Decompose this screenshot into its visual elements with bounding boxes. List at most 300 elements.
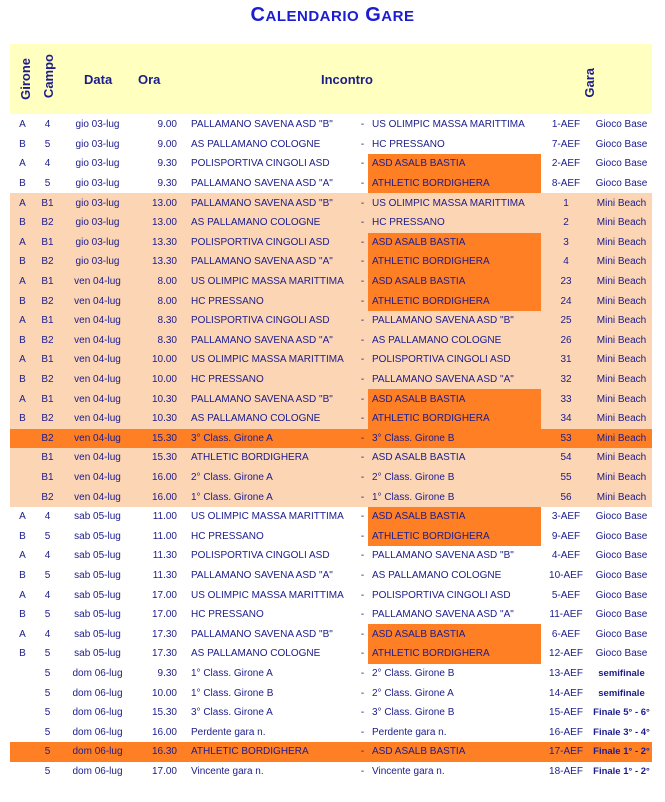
cell-num: 56 bbox=[541, 487, 591, 507]
cell-num: 3 bbox=[541, 233, 591, 253]
cell-home: 1° Class. Girone A bbox=[191, 667, 273, 679]
cell-ora: 13.30 bbox=[135, 252, 187, 272]
cell-away: 1° Class. Girone B bbox=[368, 487, 541, 507]
cell-home: POLISPORTIVA CINGOLI ASD bbox=[187, 311, 357, 331]
cell-gara: Mini Beach bbox=[591, 409, 652, 429]
cell-campo: 4 bbox=[44, 628, 51, 640]
cell-gara: Gioco Base bbox=[595, 589, 648, 601]
cell-girone: B bbox=[10, 370, 35, 390]
cell-data: ven 04-lug bbox=[60, 448, 135, 468]
cell-home: HC PRESSANO bbox=[187, 370, 357, 390]
cell-ora: 17.30 bbox=[151, 628, 177, 640]
cell-data: gio 03-lug bbox=[60, 213, 135, 233]
cell-data: dom 06-lug bbox=[72, 687, 123, 699]
cell-num: 15-AEF bbox=[549, 707, 583, 719]
cell-home: ATHLETIC BORDIGHERA bbox=[187, 742, 357, 762]
cell-campo: B1 bbox=[35, 272, 60, 292]
cell-data: ven 04-lug bbox=[60, 331, 135, 351]
cell-data: dom 06-lug bbox=[72, 667, 123, 679]
cell-data: sab 05-lug bbox=[74, 628, 121, 640]
table-row bbox=[10, 742, 652, 762]
cell-girone: A bbox=[19, 158, 26, 170]
cell-ora: 15.30 bbox=[151, 707, 177, 719]
cell-ora: 11.30 bbox=[152, 550, 177, 562]
cell-sep: - bbox=[360, 550, 365, 562]
cell-home: PALLAMANO SAVENA ASD "B" bbox=[191, 119, 333, 131]
cell-girone: A bbox=[19, 511, 26, 523]
cell-data: gio 03-lug bbox=[75, 138, 120, 150]
cell-data: gio 03-lug bbox=[75, 119, 120, 131]
cell-ora: 9.00 bbox=[157, 138, 177, 150]
header-incontro: Incontro bbox=[321, 72, 373, 87]
cell-ora: 11.00 bbox=[152, 530, 177, 542]
cell-ora: 9.30 bbox=[157, 667, 177, 679]
cell-campo: 5 bbox=[44, 667, 51, 679]
cell-away: AS PALLAMANO COLOGNE bbox=[368, 331, 541, 351]
cell-home: POLISPORTIVA CINGOLI ASD bbox=[191, 158, 330, 170]
cell-num: 33 bbox=[541, 389, 591, 409]
cell-gara: Mini Beach bbox=[591, 468, 652, 488]
cell-data: ven 04-lug bbox=[60, 291, 135, 311]
cell-away: 2° Class. Girone A bbox=[372, 687, 454, 699]
cell-away: POLISPORTIVA CINGOLI ASD bbox=[372, 589, 511, 601]
header-campo: Campo bbox=[41, 54, 56, 99]
cell-girone: A bbox=[10, 350, 35, 370]
table-row bbox=[10, 213, 652, 233]
cell-campo: 5 bbox=[44, 687, 51, 699]
cell-ora: 11.30 bbox=[152, 569, 177, 581]
cell-home: AS PALLAMANO COLOGNE bbox=[191, 138, 321, 150]
cell-ora: 17.00 bbox=[151, 589, 177, 601]
cell-campo: 4 bbox=[44, 550, 51, 562]
cell-girone: A bbox=[19, 119, 26, 131]
cell-num: 25 bbox=[541, 311, 591, 331]
cell-ora: 10.30 bbox=[135, 409, 187, 429]
cell-away: HC PRESSANO bbox=[372, 138, 445, 150]
table-row bbox=[10, 409, 652, 429]
cell-girone bbox=[10, 448, 35, 468]
cell-num: 32 bbox=[541, 370, 591, 390]
cell-gara: Mini Beach bbox=[591, 389, 652, 409]
table-row bbox=[10, 644, 652, 664]
cell-girone: B bbox=[19, 569, 26, 581]
cell-gara: Gioco Base bbox=[595, 138, 648, 150]
cell-ora: 15.30 bbox=[135, 429, 187, 449]
table-row bbox=[10, 624, 652, 644]
cell-gara: Mini Beach bbox=[591, 272, 652, 292]
cell-data: ven 04-lug bbox=[60, 311, 135, 331]
cell-gara: Mini Beach bbox=[591, 213, 652, 233]
cell-gara: Finale 1° - 2° bbox=[591, 742, 652, 762]
cell-campo: 4 bbox=[44, 119, 51, 131]
cell-num: 1-AEF bbox=[551, 119, 581, 131]
cell-away: US OLIMPIC MASSA MARITTIMA bbox=[372, 119, 525, 131]
cell-girone bbox=[10, 742, 35, 762]
cell-gara: Finale 5° - 6° bbox=[593, 707, 650, 719]
cell-away: ASD ASALB BASTIA bbox=[368, 272, 541, 292]
cell-ora: 9.30 bbox=[157, 158, 177, 170]
cell-gara: semifinale bbox=[598, 667, 645, 679]
cell-gara: Gioco Base bbox=[595, 158, 648, 170]
table-row bbox=[10, 585, 652, 605]
cell-campo: 5 bbox=[44, 530, 51, 542]
cell-away: ATHLETIC BORDIGHERA bbox=[368, 409, 541, 429]
cell-ora: 16.00 bbox=[135, 468, 187, 488]
cell-data: sab 05-lug bbox=[74, 511, 121, 523]
cell-home: US OLIMPIC MASSA MARITTIMA bbox=[191, 511, 344, 523]
cell-campo: B2 bbox=[35, 252, 60, 272]
cell-num: 23 bbox=[541, 272, 591, 292]
cell-away: ATHLETIC BORDIGHERA bbox=[368, 291, 541, 311]
cell-home: US OLIMPIC MASSA MARITTIMA bbox=[187, 272, 357, 292]
cell-sep: - bbox=[360, 569, 365, 581]
cell-num: 2-AEF bbox=[551, 158, 581, 170]
schedule-table bbox=[10, 115, 652, 781]
cell-girone bbox=[10, 487, 35, 507]
cell-home: PALLAMANO SAVENA ASD "B" bbox=[191, 628, 333, 640]
cell-num: 1 bbox=[541, 193, 591, 213]
cell-away: 3° Class. Girone B bbox=[372, 707, 455, 719]
cell-campo: 4 bbox=[44, 158, 51, 170]
cell-sep: - bbox=[357, 370, 368, 390]
cell-gara: Gioco Base bbox=[595, 550, 648, 562]
table-row bbox=[10, 115, 652, 135]
cell-gara: Finale 3° - 4° bbox=[593, 726, 650, 738]
cell-home: POLISPORTIVA CINGOLI ASD bbox=[191, 550, 330, 562]
cell-ora: 15.30 bbox=[135, 448, 187, 468]
page-title bbox=[0, 4, 665, 27]
cell-home: ATHLETIC BORDIGHERA bbox=[187, 448, 357, 468]
cell-data: dom 06-lug bbox=[72, 707, 123, 719]
cell-away: PALLAMANO SAVENA ASD "B" bbox=[368, 311, 541, 331]
cell-data: sab 05-lug bbox=[74, 550, 121, 562]
cell-girone bbox=[10, 683, 35, 703]
cell-away: US OLIMPIC MASSA MARITTIMA bbox=[368, 193, 541, 213]
cell-data: gio 03-lug bbox=[60, 233, 135, 253]
cell-campo: B1 bbox=[35, 311, 60, 331]
cell-sep: - bbox=[357, 213, 368, 233]
cell-girone: B bbox=[10, 409, 35, 429]
cell-gara: Gioco Base bbox=[595, 511, 648, 523]
cell-campo: B1 bbox=[35, 468, 60, 488]
cell-away: 2° Class. Girone B bbox=[372, 667, 455, 679]
cell-campo: 5 bbox=[44, 178, 51, 190]
cell-sep: - bbox=[360, 158, 365, 170]
cell-campo: B1 bbox=[35, 193, 60, 213]
cell-ora: 9.30 bbox=[157, 178, 177, 190]
cell-away: ASD ASALB BASTIA bbox=[368, 507, 541, 527]
cell-girone: B bbox=[19, 178, 26, 190]
cell-num: 4-AEF bbox=[551, 550, 581, 562]
cell-girone: A bbox=[10, 311, 35, 331]
cell-home: AS PALLAMANO COLOGNE bbox=[191, 648, 321, 660]
cell-data: gio 03-lug bbox=[60, 252, 135, 272]
header-data: Data bbox=[84, 72, 113, 87]
title-rest-2: ARE bbox=[381, 8, 415, 25]
cell-girone: A bbox=[19, 550, 26, 562]
cell-girone: B bbox=[10, 331, 35, 351]
cell-campo: 5 bbox=[44, 707, 51, 719]
cell-away: ASD ASALB BASTIA bbox=[368, 389, 541, 409]
cell-girone: B bbox=[19, 530, 26, 542]
cell-girone bbox=[10, 664, 35, 684]
cell-campo: B1 bbox=[35, 389, 60, 409]
cell-gara: Gioco Base bbox=[595, 530, 648, 542]
cell-sep: - bbox=[360, 589, 365, 601]
cell-sep: - bbox=[357, 311, 368, 331]
table-row bbox=[10, 389, 652, 409]
table-row bbox=[10, 722, 652, 742]
cell-gara: Mini Beach bbox=[591, 291, 652, 311]
cell-away: POLISPORTIVA CINGOLI ASD bbox=[368, 350, 541, 370]
cell-sep: - bbox=[360, 178, 365, 190]
cell-sep: - bbox=[360, 119, 365, 131]
cell-away: 3° Class. Girone B bbox=[368, 429, 541, 449]
table-row bbox=[10, 566, 652, 586]
cell-campo: B2 bbox=[35, 409, 60, 429]
table-row bbox=[10, 331, 652, 351]
table-row bbox=[10, 154, 652, 174]
cell-num: 24 bbox=[541, 291, 591, 311]
cell-home: 1° Class. Girone B bbox=[191, 687, 274, 699]
cell-num: 53 bbox=[541, 429, 591, 449]
cell-ora: 17.30 bbox=[151, 648, 177, 660]
cell-girone: A bbox=[10, 389, 35, 409]
cell-sep: - bbox=[357, 193, 368, 213]
cell-ora: 16.00 bbox=[135, 487, 187, 507]
cell-data: sab 05-lug bbox=[74, 609, 121, 621]
cell-home: AS PALLAMANO COLOGNE bbox=[187, 409, 357, 429]
cell-data: ven 04-lug bbox=[60, 429, 135, 449]
table-row bbox=[10, 507, 652, 527]
cell-away: PALLAMANO SAVENA ASD "A" bbox=[372, 609, 514, 621]
cell-data: ven 04-lug bbox=[60, 370, 135, 390]
cell-girone bbox=[10, 468, 35, 488]
cell-away: ATHLETIC BORDIGHERA bbox=[368, 252, 541, 272]
cell-girone: A bbox=[19, 589, 26, 601]
cell-ora: 17.00 bbox=[151, 609, 177, 621]
cell-home: 3° Class. Girone A bbox=[191, 707, 273, 719]
cell-away: PALLAMANO SAVENA ASD "B" bbox=[372, 550, 514, 562]
cell-campo: B1 bbox=[35, 233, 60, 253]
cell-data: sab 05-lug bbox=[74, 530, 121, 542]
cell-gara: Gioco Base bbox=[595, 628, 648, 640]
cell-campo: 5 bbox=[44, 569, 51, 581]
cell-ora: 8.30 bbox=[135, 331, 187, 351]
cell-data: ven 04-lug bbox=[60, 389, 135, 409]
cell-gara: Mini Beach bbox=[591, 233, 652, 253]
cell-sep: - bbox=[357, 468, 368, 488]
cell-gara: Mini Beach bbox=[591, 311, 652, 331]
cell-gara: Gioco Base bbox=[595, 569, 648, 581]
cell-data: gio 03-lug bbox=[75, 178, 120, 190]
cell-sep: - bbox=[360, 511, 365, 523]
cell-away: PALLAMANO SAVENA ASD "A" bbox=[368, 370, 541, 390]
table-row bbox=[10, 448, 652, 468]
cell-ora: 16.30 bbox=[135, 742, 187, 762]
cell-campo: 4 bbox=[44, 589, 51, 601]
table-row bbox=[10, 370, 652, 390]
cell-data: dom 06-lug bbox=[72, 765, 123, 777]
cell-ora: 10.00 bbox=[151, 687, 177, 699]
cell-gara: Gioco Base bbox=[595, 178, 648, 190]
cell-data: gio 03-lug bbox=[60, 193, 135, 213]
cell-girone: A bbox=[10, 272, 35, 292]
table-row bbox=[10, 291, 652, 311]
cell-home: HC PRESSANO bbox=[187, 291, 357, 311]
cell-gara: Gioco Base bbox=[595, 609, 648, 621]
cell-sep: - bbox=[357, 233, 368, 253]
table-row bbox=[10, 546, 652, 566]
cell-home: HC PRESSANO bbox=[191, 609, 264, 621]
cell-campo: 5 bbox=[44, 648, 51, 660]
cell-away: ASD ASALB BASTIA bbox=[368, 448, 541, 468]
cell-num: 14-AEF bbox=[549, 687, 583, 699]
header-ora: Ora bbox=[138, 72, 161, 87]
cell-data: gio 03-lug bbox=[75, 158, 120, 170]
title-initial-2: G bbox=[365, 4, 382, 26]
cell-girone: A bbox=[10, 193, 35, 213]
table-row bbox=[10, 252, 652, 272]
cell-campo: 5 bbox=[44, 609, 51, 621]
cell-num: 17-AEF bbox=[541, 742, 591, 762]
table-row bbox=[10, 193, 652, 213]
table-row bbox=[10, 703, 652, 723]
cell-num: 11-AEF bbox=[549, 609, 583, 621]
cell-sep: - bbox=[360, 687, 365, 699]
cell-home: PALLAMANO SAVENA ASD "A" bbox=[191, 569, 333, 581]
cell-num: 4 bbox=[541, 252, 591, 272]
cell-ora: 9.00 bbox=[157, 119, 177, 131]
cell-ora: 8.00 bbox=[135, 272, 187, 292]
cell-girone: B bbox=[19, 138, 26, 150]
cell-girone bbox=[10, 429, 35, 449]
cell-sep: - bbox=[357, 487, 368, 507]
table-row bbox=[10, 468, 652, 488]
cell-campo: 5 bbox=[44, 138, 51, 150]
cell-num: 8-AEF bbox=[551, 178, 581, 190]
cell-ora: 13.00 bbox=[135, 213, 187, 233]
header-girone: Girone bbox=[18, 58, 33, 100]
table-row bbox=[10, 664, 652, 684]
cell-home: PALLAMANO SAVENA ASD "B" bbox=[187, 389, 357, 409]
cell-campo: B1 bbox=[35, 350, 60, 370]
cell-sep: - bbox=[357, 448, 368, 468]
cell-gara: Mini Beach bbox=[591, 350, 652, 370]
cell-campo: 5 bbox=[44, 726, 51, 738]
cell-data: ven 04-lug bbox=[60, 487, 135, 507]
cell-away: ATHLETIC BORDIGHERA bbox=[368, 526, 541, 546]
cell-gara: semifinale bbox=[598, 687, 645, 699]
cell-away: ASD ASALB BASTIA bbox=[368, 624, 541, 644]
cell-sep: - bbox=[357, 350, 368, 370]
cell-gara: Mini Beach bbox=[591, 370, 652, 390]
cell-sep: - bbox=[357, 291, 368, 311]
cell-away: ASD ASALB BASTIA bbox=[368, 742, 541, 762]
cell-home: US OLIMPIC MASSA MARITTIMA bbox=[191, 589, 344, 601]
cell-ora: 10.00 bbox=[135, 370, 187, 390]
cell-num: 31 bbox=[541, 350, 591, 370]
cell-sep: - bbox=[357, 252, 368, 272]
cell-home: PALLAMANO SAVENA ASD "B" bbox=[187, 193, 357, 213]
cell-gara: Mini Beach bbox=[591, 331, 652, 351]
cell-data: dom 06-lug bbox=[72, 726, 123, 738]
cell-home: 2° Class. Girone A bbox=[187, 468, 357, 488]
cell-gara: Gioco Base bbox=[595, 648, 648, 660]
cell-away: Perdente gara n. bbox=[372, 726, 447, 738]
cell-data: sab 05-lug bbox=[74, 589, 121, 601]
table-row bbox=[10, 605, 652, 625]
cell-data: sab 05-lug bbox=[74, 569, 121, 581]
cell-gara: Mini Beach bbox=[591, 487, 652, 507]
cell-num: 2 bbox=[541, 213, 591, 233]
cell-num: 10-AEF bbox=[549, 569, 583, 581]
cell-sep: - bbox=[360, 609, 365, 621]
cell-away: Vincente gara n. bbox=[372, 765, 445, 777]
cell-away: ATHLETIC BORDIGHERA bbox=[368, 644, 541, 664]
cell-num: 5-AEF bbox=[551, 589, 581, 601]
table-row bbox=[10, 135, 652, 155]
cell-gara: Mini Beach bbox=[591, 193, 652, 213]
cell-sep: - bbox=[360, 138, 365, 150]
cell-data: dom 06-lug bbox=[60, 742, 135, 762]
cell-campo: 5 bbox=[44, 765, 51, 777]
cell-num: 12-AEF bbox=[549, 648, 583, 660]
cell-campo: B2 bbox=[35, 291, 60, 311]
cell-sep: - bbox=[357, 272, 368, 292]
cell-girone: B bbox=[19, 648, 26, 660]
cell-ora: 8.00 bbox=[135, 291, 187, 311]
cell-num: 34 bbox=[541, 409, 591, 429]
cell-num: 6-AEF bbox=[551, 628, 581, 640]
cell-away: ASD ASALB BASTIA bbox=[368, 233, 541, 253]
cell-girone: B bbox=[10, 213, 35, 233]
table-header bbox=[10, 44, 652, 114]
cell-campo: B1 bbox=[35, 448, 60, 468]
cell-campo: B2 bbox=[35, 213, 60, 233]
cell-ora: 17.00 bbox=[151, 765, 177, 777]
cell-sep: - bbox=[357, 742, 368, 762]
cell-campo: B2 bbox=[35, 429, 60, 449]
cell-num: 26 bbox=[541, 331, 591, 351]
cell-data: ven 04-lug bbox=[60, 350, 135, 370]
cell-home: Perdente gara n. bbox=[191, 726, 266, 738]
cell-campo: 5 bbox=[35, 742, 60, 762]
table-row bbox=[10, 487, 652, 507]
cell-home: POLISPORTIVA CINGOLI ASD bbox=[187, 233, 357, 253]
cell-gara: Mini Beach bbox=[591, 429, 652, 449]
title-initial-1: C bbox=[250, 4, 266, 26]
table-row bbox=[10, 429, 652, 449]
cell-campo: B2 bbox=[35, 331, 60, 351]
cell-ora: 10.30 bbox=[135, 389, 187, 409]
cell-gara: Finale 1° - 2° bbox=[593, 765, 650, 777]
cell-away: HC PRESSANO bbox=[368, 213, 541, 233]
cell-away: 2° Class. Girone B bbox=[368, 468, 541, 488]
title-rest-1: ALENDARIO bbox=[265, 8, 360, 25]
table-row bbox=[10, 174, 652, 194]
cell-sep: - bbox=[360, 707, 365, 719]
cell-sep: - bbox=[360, 530, 365, 542]
cell-home: Vincente gara n. bbox=[191, 765, 264, 777]
cell-home: HC PRESSANO bbox=[191, 530, 264, 542]
table-row bbox=[10, 762, 652, 782]
cell-num: 13-AEF bbox=[549, 667, 583, 679]
cell-num: 9-AEF bbox=[551, 530, 581, 542]
cell-sep: - bbox=[360, 648, 365, 660]
cell-data: sab 05-lug bbox=[74, 648, 121, 660]
cell-ora: 13.00 bbox=[135, 193, 187, 213]
